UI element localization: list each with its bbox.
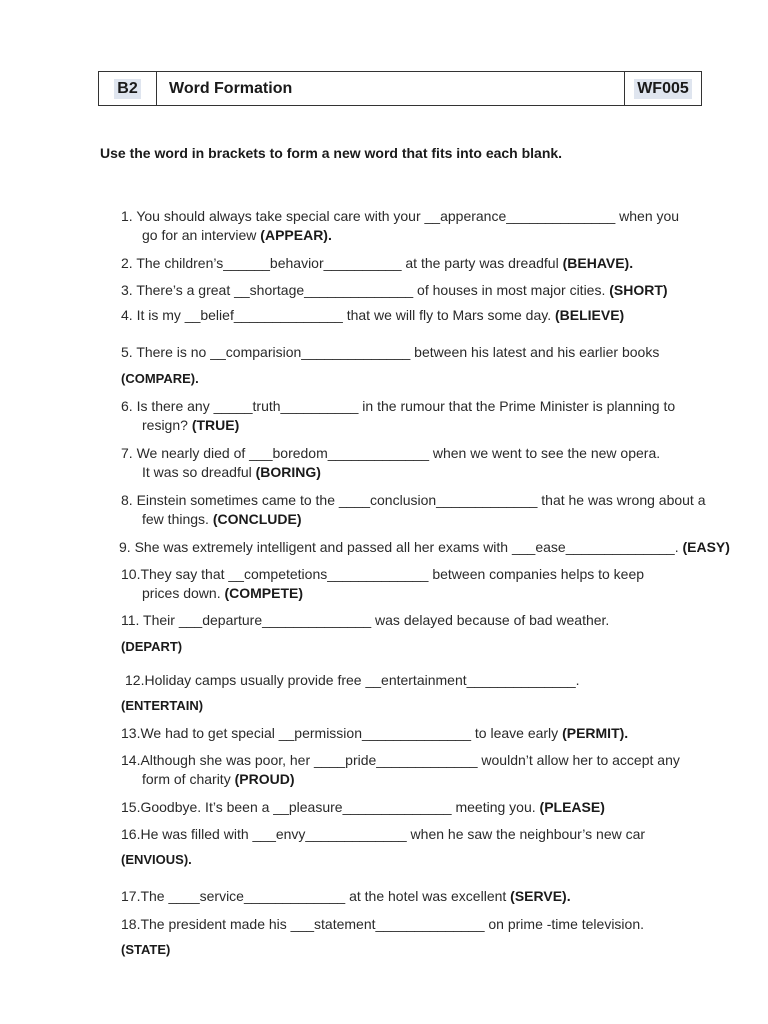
question-14-line1: 14.Although she was poor, her ____pride_____________ wouldn’t allow her to accept any [121, 752, 680, 768]
question-11 [121, 611, 609, 630]
question-6-line1: 6. Is there any _____truth__________ in the rumour that the Prime Minister is planning to [121, 398, 676, 414]
question-18-keyword: (STATE) [121, 942, 171, 957]
question-11-text: 11. Their ___departure______________ was delayed because of bad weather. [121, 612, 610, 628]
question-12-text: 12.Holiday camps usually provide free __entertainment______________. [125, 672, 580, 688]
question-4-text: 4. It is my __belief______________ that we will fly to Mars some day. [121, 307, 555, 323]
question-5-text: 5. There is no __comparision______________ between his latest and his earlier books [121, 344, 660, 360]
question-14 [121, 751, 680, 789]
question-3-keyword: (SHORT) [609, 282, 668, 298]
question-7-keyword: (BORING) [255, 464, 321, 480]
question-2-keyword: (BEHAVE). [562, 255, 634, 271]
question-16 [121, 825, 645, 844]
header-table [98, 71, 702, 106]
question-4-keyword: (BELIEVE) [554, 307, 625, 323]
question-1-text: go for an interview [142, 227, 261, 243]
question-14-text: form of charity [142, 771, 235, 787]
instructions: Use the word in brackets to form a new word that fits into each blank. [100, 145, 563, 161]
code-cell [625, 72, 701, 105]
question-14-keyword: (PROUD) [234, 771, 295, 787]
question-18-text: 18.The president made his ___statement______________ on prime -time television. [121, 916, 644, 932]
question-1-line2 [121, 226, 679, 245]
question-18 [121, 915, 644, 934]
question-7 [121, 444, 660, 482]
question-7-text: It was so dreadful [142, 464, 256, 480]
question-17-text: 17.The ____service_____________ at the hotel was excellent [121, 888, 511, 904]
question-1-keyword: (APPEAR). [260, 227, 332, 243]
question-8-line2 [121, 510, 706, 529]
question-9-text: 9. She was extremely intelligent and passed all her exams with ___ease______________. [119, 539, 683, 555]
question-11-keyword: (DEPART) [121, 639, 183, 654]
question-1 [121, 207, 679, 245]
level-cell [99, 72, 157, 105]
question-10-line2 [121, 584, 644, 603]
question-5-keyword: (COMPARE). [121, 371, 199, 386]
question-7-line2 [121, 463, 660, 482]
question-13-keyword: (PERMIT). [562, 725, 629, 741]
worksheet-code: WF005 [634, 79, 692, 99]
question-6-text: resign? [142, 417, 192, 433]
question-10 [121, 565, 644, 603]
worksheet-title: Word Formation [169, 79, 293, 97]
question-3-text: 3. There’s a great __shortage______________ of houses in most major cities. [121, 282, 610, 298]
question-10-text: prices down. [142, 585, 225, 601]
question-1-line1: 1. You should always take special care with your __apperance______________ when you [121, 208, 680, 224]
question-7-line1: 7. We nearly died of ___boredom_____________ when we went to see the new opera. [121, 445, 661, 461]
question-3 [121, 281, 668, 300]
question-2 [121, 254, 633, 273]
question-12-keyword: (ENTERTAIN) [121, 698, 204, 713]
question-17-keyword: (SERVE). [510, 888, 571, 904]
question-16-keyword: (ENVIOUS). [121, 852, 192, 867]
question-10-line1: 10.They say that __competetions_____________ between companies helps to keep [121, 566, 645, 582]
question-17 [121, 887, 571, 906]
question-4 [121, 306, 624, 325]
level-label: B2 [114, 79, 140, 99]
question-15 [121, 798, 605, 817]
question-15-keyword: (PLEASE) [539, 799, 605, 815]
question-16-text: 16.He was filled with ___envy_____________ when he saw the neighbour’s new car [121, 826, 646, 842]
question-13-text: 13.We had to get special __permission______________ to leave early [121, 725, 563, 741]
question-2-text: 2. The children’s______behavior__________ at the party was dreadful [121, 255, 563, 271]
question-8-text: few things. [142, 511, 213, 527]
question-6-line2 [121, 416, 675, 435]
question-6 [121, 397, 675, 435]
question-9-keyword: (EASY) [682, 539, 730, 555]
question-6-keyword: (TRUE) [191, 417, 240, 433]
question-12 [125, 671, 580, 690]
question-10-keyword: (COMPETE) [224, 585, 304, 601]
question-15-text: 15.Goodbye. It’s been a __pleasure______________ meeting you. [121, 799, 540, 815]
question-13 [121, 724, 628, 743]
question-5 [121, 343, 659, 362]
title-cell [157, 72, 625, 105]
question-8 [121, 491, 706, 529]
question-14-line2 [121, 770, 680, 789]
question-8-line1: 8. Einstein sometimes came to the ____conclusion_____________ that he was wrong about a [121, 492, 706, 508]
question-9 [119, 538, 730, 557]
question-8-keyword: (CONCLUDE) [212, 511, 302, 527]
